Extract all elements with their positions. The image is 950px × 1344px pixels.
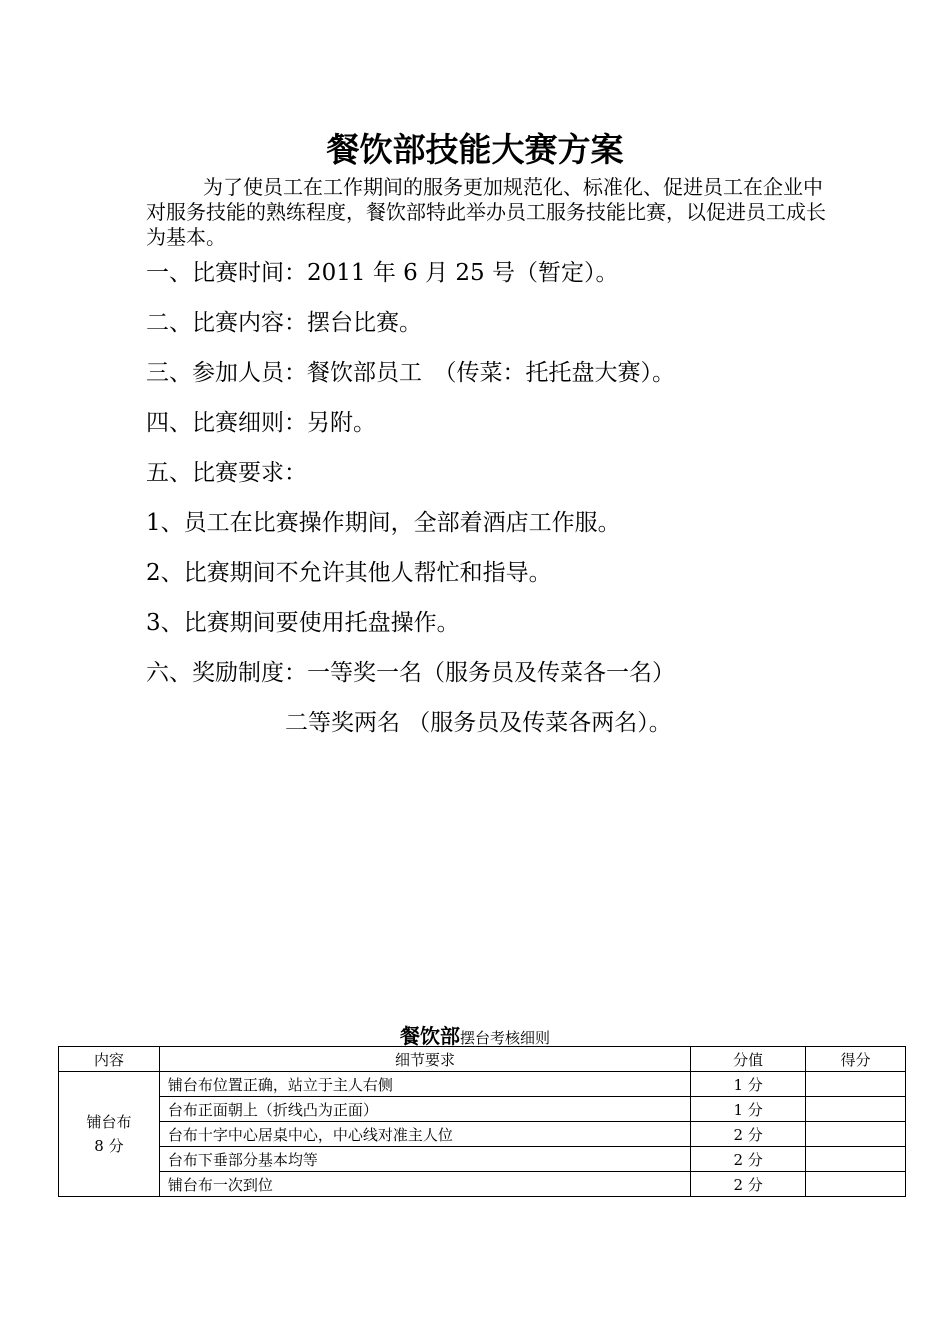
- section-rules: 四、比赛细则：另附。: [146, 410, 376, 436]
- rules-table: [58, 1046, 906, 1197]
- section-awards: 六、奖励制度：一等奖一名（服务员及传菜各一名）: [146, 660, 675, 686]
- row-score: 2 分: [691, 1172, 806, 1197]
- requirement-3: 3、比赛期间要使用托盘操作。: [146, 610, 460, 636]
- header-content: 内容: [59, 1047, 160, 1072]
- table-title-main: 餐饮部: [399, 1024, 460, 1048]
- section-content: 二、比赛内容：摆台比赛。: [146, 310, 422, 336]
- intro-paragraph: 为了使员工在工作期间的服务更加规范化、标准化、促进员工在企业中对服务技能的熟练程度，餐饮部特此举办员工服务技能比赛，以促进员工成长为基本。: [146, 175, 826, 249]
- table-title: [0, 1020, 950, 1049]
- row-score: 2 分: [691, 1122, 806, 1147]
- section-time: 一、比赛时间：2011 年 6 月 25 号（暂定）。: [146, 260, 619, 286]
- group-cell: [59, 1072, 160, 1197]
- row-detail: 台布下垂部分基本均等: [159, 1147, 690, 1172]
- row-got: [806, 1172, 906, 1197]
- row-got: [806, 1072, 906, 1097]
- section-requirements: 五、比赛要求：: [146, 460, 307, 486]
- row-detail: 台布正面朝上（折线凸为正面）: [159, 1097, 690, 1122]
- row-detail: 铺台布一次到位: [159, 1172, 690, 1197]
- row-detail: 台布十字中心居桌中心，中心线对准主人位: [159, 1122, 690, 1147]
- table-header-row: [59, 1047, 906, 1072]
- row-score: 2 分: [691, 1147, 806, 1172]
- header-score: 分值: [691, 1047, 806, 1072]
- table-row: [59, 1122, 906, 1147]
- group-name: 铺台布: [86, 1113, 132, 1131]
- group-score: 8 分: [94, 1137, 124, 1155]
- row-detail: 铺台布位置正确，站立于主人右侧: [159, 1072, 690, 1097]
- header-detail: 细节要求: [159, 1047, 690, 1072]
- row-score: 1 分: [691, 1072, 806, 1097]
- table-row: [59, 1072, 906, 1097]
- requirement-1: 1、员工在比赛操作期间，全部着酒店工作服。: [146, 510, 621, 536]
- row-got: [806, 1122, 906, 1147]
- document-title: 餐饮部技能大赛方案: [326, 130, 624, 169]
- awards-second-prize: 二等奖两名 （服务员及传菜各两名）。: [285, 710, 672, 736]
- row-score: 1 分: [691, 1097, 806, 1122]
- table-row: [59, 1147, 906, 1172]
- requirement-2: 2、比赛期间不允许其他人帮忙和指导。: [146, 560, 552, 586]
- row-got: [806, 1147, 906, 1172]
- header-got: 得分: [806, 1047, 906, 1072]
- table-row: [59, 1097, 906, 1122]
- table-title-sub: 摆台考核细则: [459, 1029, 550, 1047]
- row-got: [806, 1097, 906, 1122]
- table-row: [59, 1172, 906, 1197]
- section-participants: 三、参加人员：餐饮部员工 （传菜：托托盘大赛）。: [146, 360, 675, 386]
